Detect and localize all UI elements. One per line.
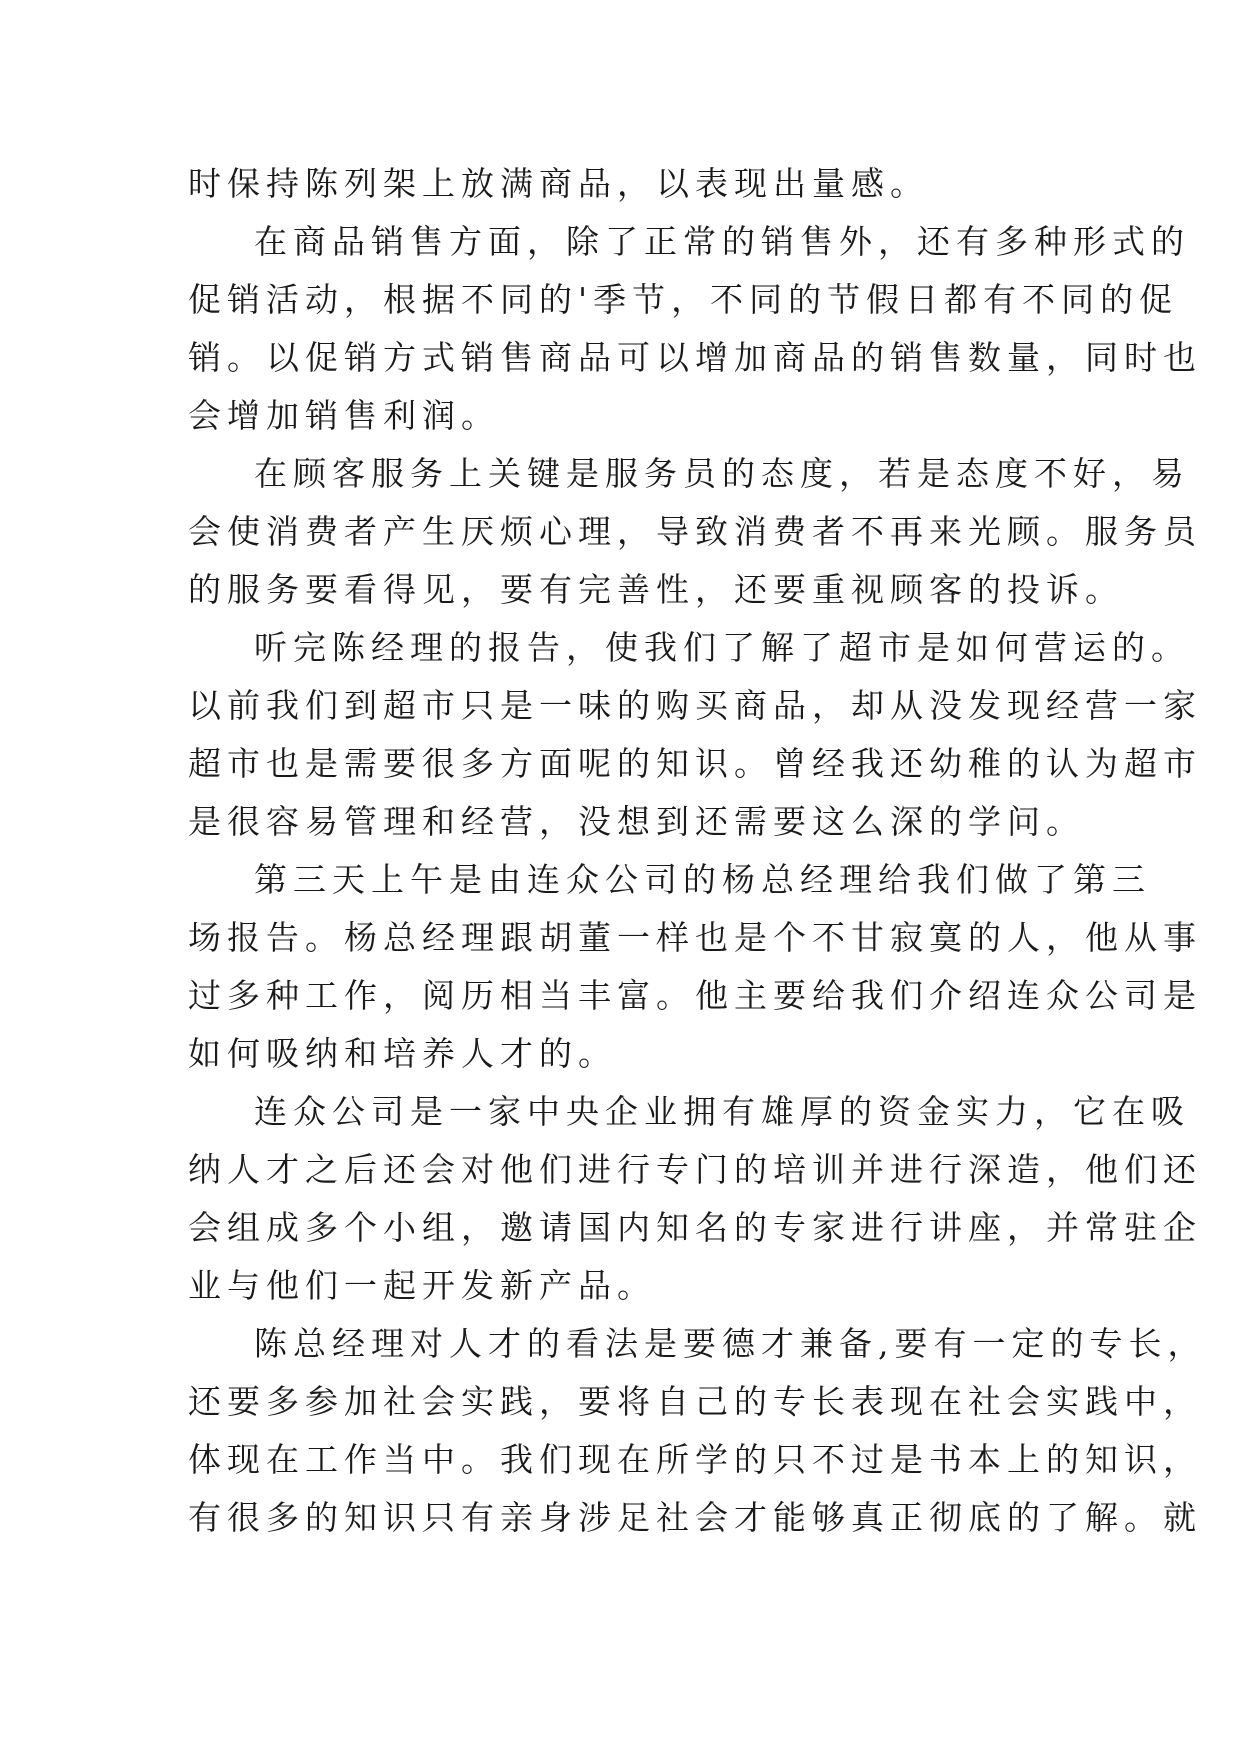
text-line-5: 会增加销售利润。 (188, 396, 500, 435)
text-line-23: 体现在工作当中。我们现在所学的只不过是书本上的知识， (188, 1440, 1202, 1479)
text-line-2: 在商品销售方面，除了正常的销售外，还有多种形式的 (254, 222, 1190, 261)
text-line-18: 纳人才之后还会对他们进行专门的培训并进行深造，他们还 (188, 1150, 1202, 1189)
text-line-4: 销。以促销方式销售商品可以增加商品的销售数量，同时也 (188, 338, 1202, 377)
text-line-13: 第三天上午是由连众公司的杨总经理给我们做了第三 (254, 860, 1151, 899)
text-line-10: 以前我们到超市只是一味的购买商品，却从没发现经营一家 (188, 686, 1202, 725)
text-line-24: 有很多的知识只有亲身涉足社会才能够真正彻底的了解。就 (188, 1498, 1202, 1537)
text-line-8: 的服务要看得见，要有完善性，还要重视顾客的投诉。 (188, 570, 1124, 609)
text-line-15: 过多种工作，阅历相当丰富。他主要给我们介绍连众公司是 (188, 976, 1202, 1015)
text-line-17: 连众公司是一家中央企业拥有雄厚的资金实力，它在吸 (254, 1092, 1190, 1131)
text-line-21: 陈总经理对人才的看法是要德才兼备,要有一定的专长， (254, 1324, 1207, 1363)
text-line-3: 促销活动，根据不同的'季节，不同的节假日都有不同的促 (188, 280, 1179, 319)
text-line-20: 业与他们一起开发新产品。 (188, 1266, 656, 1305)
text-line-22: 还要多参加社会实践，要将自己的专长表现在社会实践中， (188, 1382, 1202, 1421)
text-line-16: 如何吸纳和培养人才的。 (188, 1034, 617, 1073)
text-line-19: 会组成多个小组，邀请国内知名的专家进行讲座，并常驻企 (188, 1208, 1202, 1247)
text-line-1: 时保持陈列架上放满商品，以表现出量感。 (188, 164, 929, 203)
text-line-6: 在顾客服务上关键是服务员的态度，若是态度不好，易 (254, 454, 1190, 493)
text-line-9: 听完陈经理的报告，使我们了解了超市是如何营运的。 (254, 628, 1190, 667)
text-line-11: 超市也是需要很多方面呢的知识。曾经我还幼稚的认为超市 (188, 744, 1202, 783)
text-line-14: 场报告。杨总经理跟胡董一样也是个不甘寂寞的人，他从事 (188, 918, 1202, 957)
text-line-12: 是很容易管理和经营，没想到还需要这么深的学问。 (188, 802, 1085, 841)
text-line-7: 会使消费者产生厌烦心理，导致消费者不再来光顾。服务员 (188, 512, 1202, 551)
